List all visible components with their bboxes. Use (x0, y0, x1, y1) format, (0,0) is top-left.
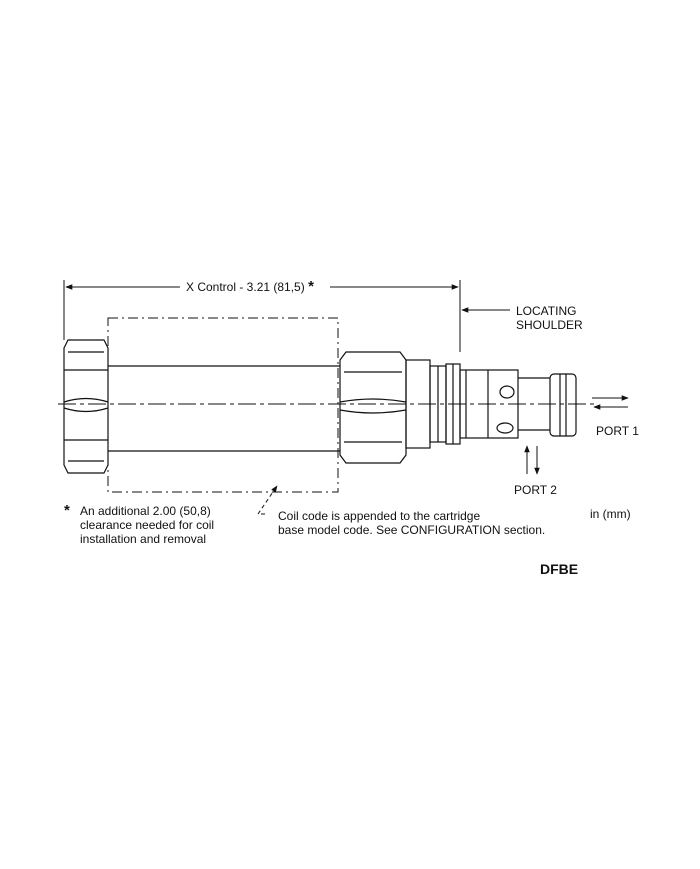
hex-nut (64, 340, 108, 473)
coil-note-line2: base model code. See CONFIGURATION section. (278, 523, 546, 537)
footnote (64, 504, 214, 546)
footnote-line1: An additional 2.00 (50,8) (80, 504, 211, 518)
dimension-label (186, 280, 314, 294)
locating-shoulder-label (516, 304, 583, 332)
body-hex (340, 352, 406, 463)
locating-shoulder-line1: LOCATING (516, 304, 577, 318)
port1-arrows (592, 398, 628, 407)
footnote-asterisk: * (64, 502, 70, 519)
tube-body (108, 366, 340, 451)
dimension-asterisk: * (308, 278, 314, 295)
port2-arrows (527, 446, 537, 474)
port2-label: PORT 2 (514, 483, 557, 497)
coil-note-line1: Coil code is appended to the cartridge (278, 509, 481, 523)
footnote-line3: installation and removal (80, 532, 207, 546)
port1-label: PORT 1 (596, 424, 639, 438)
coil-outline (108, 318, 338, 492)
coil-note-leader (258, 486, 277, 514)
coil-note (278, 509, 545, 537)
units-label: in (mm) (590, 507, 631, 521)
locating-shoulder-line2: SHOULDER (516, 318, 583, 332)
footnote-line2: clearance needed for coil (80, 518, 215, 532)
model-code: DFBE (540, 561, 579, 577)
dimension-text: X Control - 3.21 (81,5) (186, 280, 305, 294)
